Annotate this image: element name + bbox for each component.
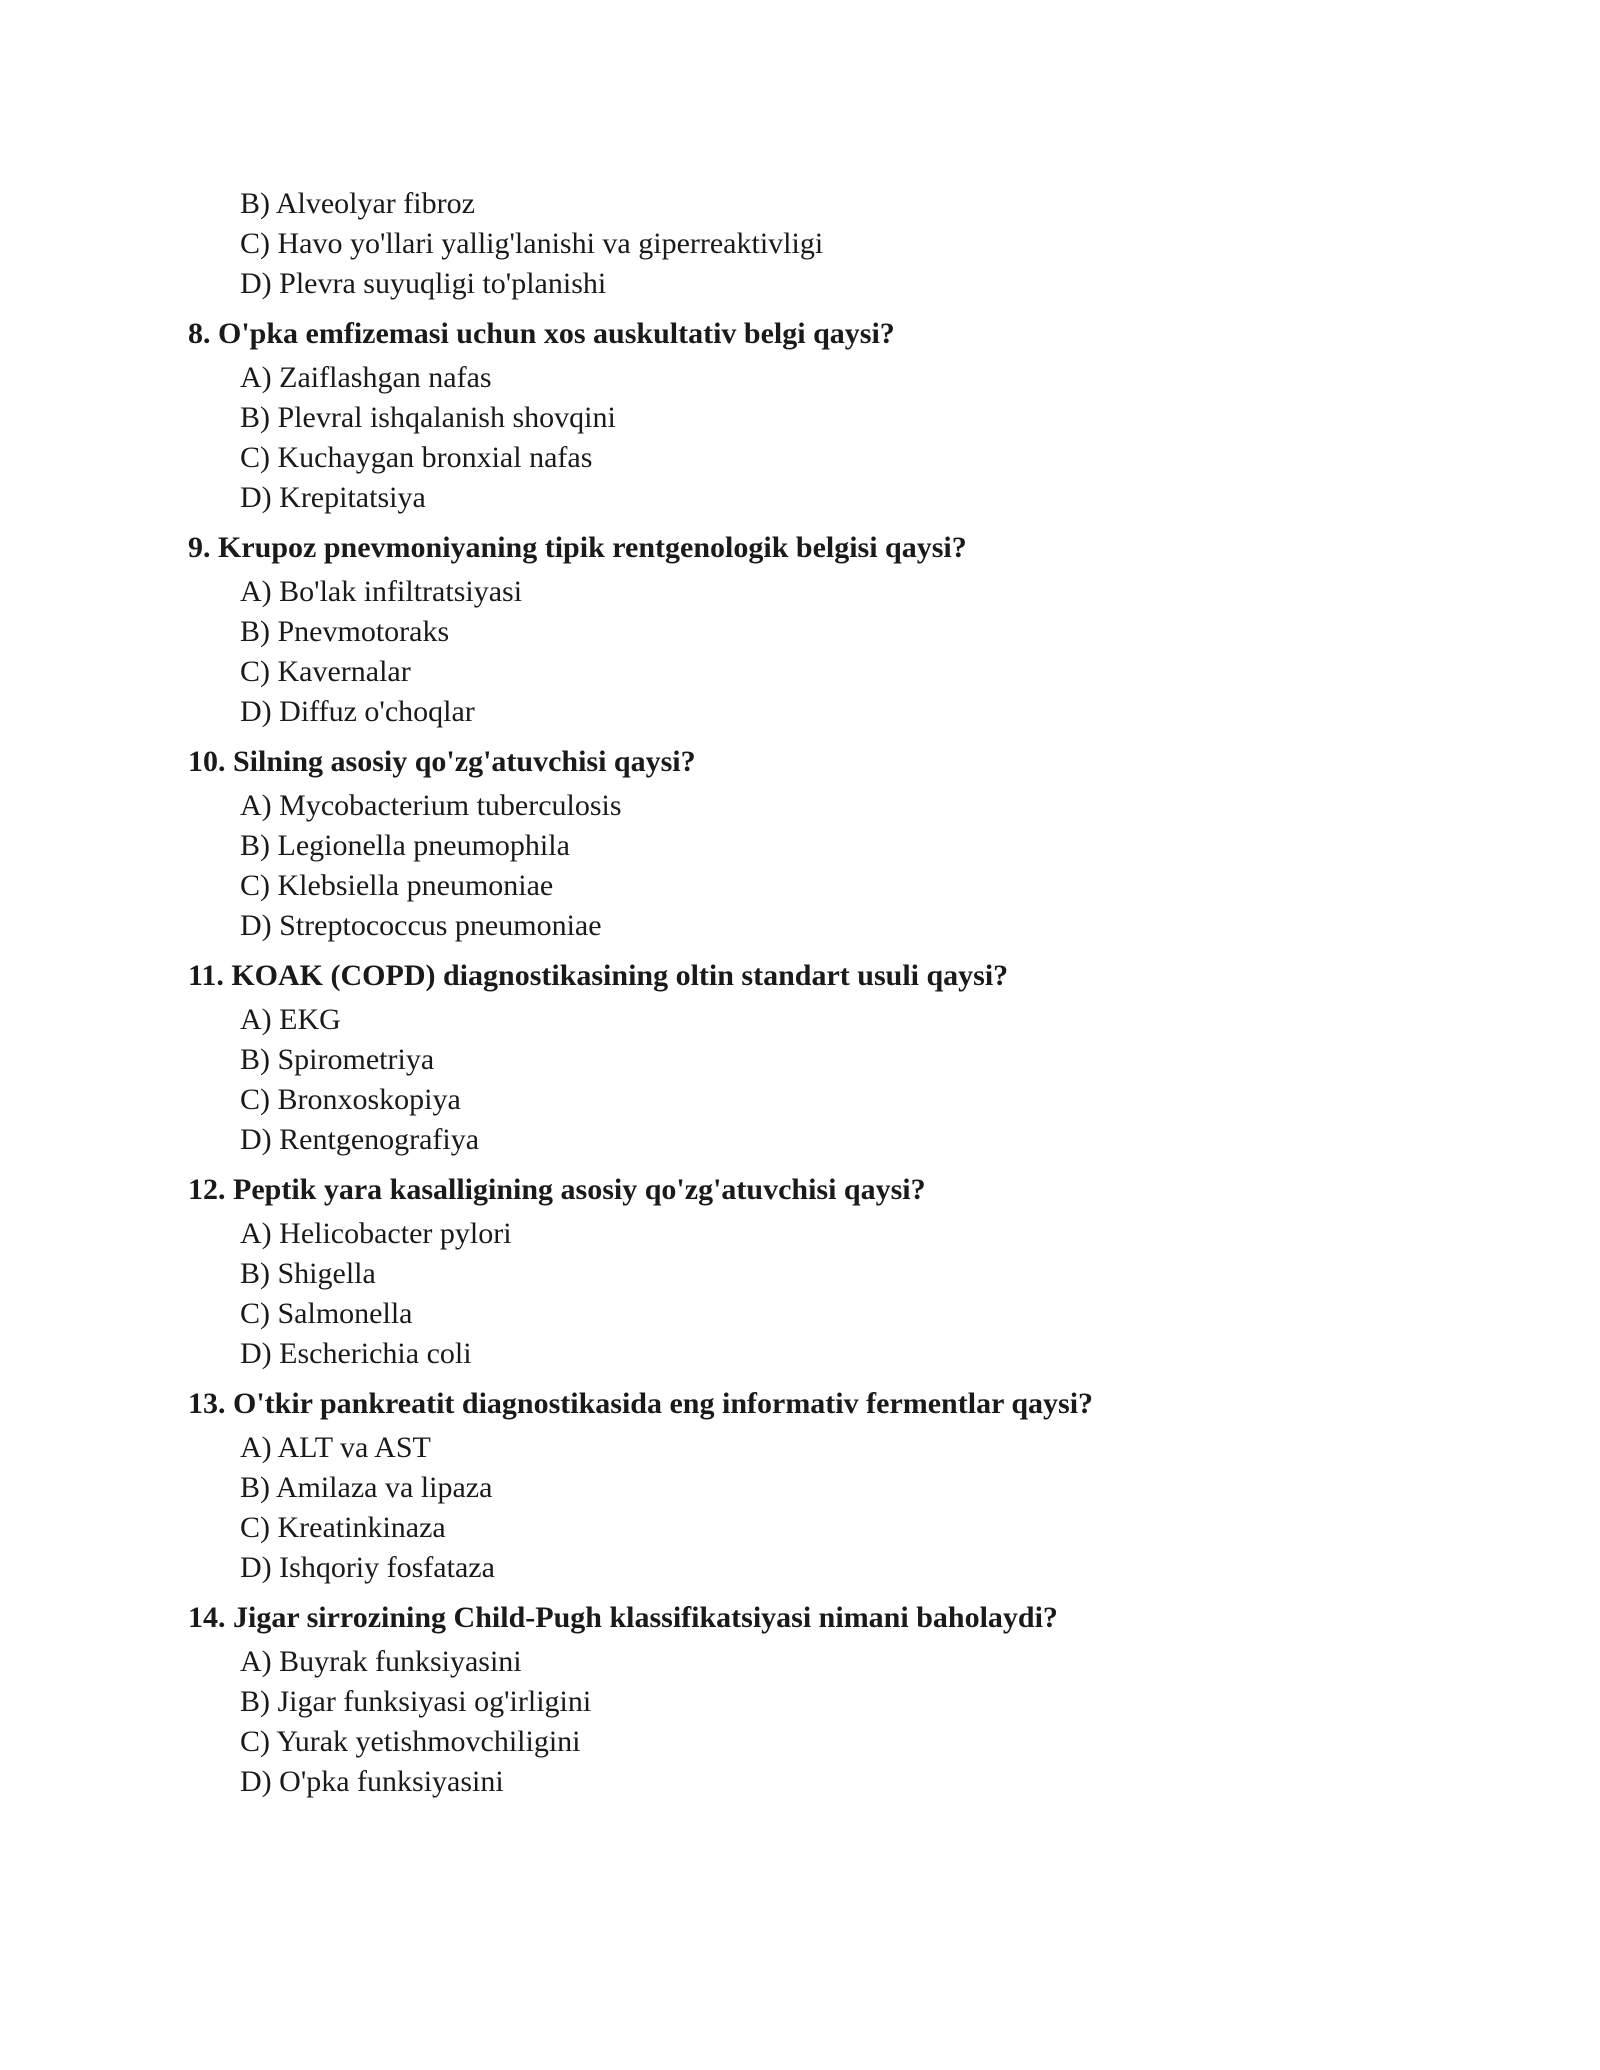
option-item: D) Escherichia coli [240,1337,472,1370]
option-item: C) Salmonella [240,1297,413,1330]
option-item: A) Mycobacterium tuberculosis [240,789,622,822]
option-item: C) Kreatinkinaza [240,1511,446,1544]
option-item: B) Plevral ishqalanish shovqini [240,401,616,434]
option-item: C) Kuchaygan bronxial nafas [240,441,593,474]
option-item: D) Rentgenografiya [240,1123,480,1156]
question-title: 13. O'tkir pankreatit diagnostikasida eng informativ fermentlar qaysi? [188,1387,1094,1420]
option-item: A) Buyrak funksiyasini [240,1645,522,1678]
question-9 [188,528,1488,732]
option-item: B) Jigar funksiyasi og'irligini [240,1685,592,1718]
question-12 [188,1170,1488,1374]
question-title: 14. Jigar sirrozining Child-Pugh klassifikatsiyasi nimani baholaydi? [188,1601,1058,1634]
option-item: C) Yurak yetishmovchiligini [240,1725,581,1758]
question-title: 10. Silning asosiy qo'zg'atuvchisi qaysi? [188,745,696,778]
option-item: A) Bo'lak infiltratsiyasi [240,575,523,608]
continued-options [188,184,1488,304]
option-item: B) Shigella [240,1257,376,1290]
option-item: B) Legionella pneumophila [240,829,570,862]
option-item: D) Ishqoriy fosfataza [240,1551,495,1584]
option-item: C) Havo yo'llari yallig'lanishi va giperreaktivligi [240,227,824,260]
option-item: D) Streptococcus pneumoniae [240,909,602,942]
question-title: 12. Peptik yara kasalligining asosiy qo'zg'atuvchisi qaysi? [188,1173,926,1206]
question-11 [188,956,1488,1160]
option-item: A) Zaiflashgan nafas [240,361,492,394]
option-item: B) Pnevmotoraks [240,615,450,648]
option-item: D) Diffuz o'choqlar [240,695,475,728]
option-item: D) O'pka funksiyasini [240,1765,504,1798]
option-item: A) EKG [240,1003,341,1036]
question-8 [188,314,1488,518]
option-item: B) Alveolyar fibroz [240,187,475,220]
option-item: A) ALT va AST [240,1431,431,1464]
question-10 [188,742,1488,946]
option-item: C) Bronxoskopiya [240,1083,461,1116]
question-title: 11. KOAK (COPD) diagnostikasining oltin standart usuli qaysi? [188,959,1009,992]
option-item: B) Spirometriya [240,1043,435,1076]
question-13 [188,1384,1488,1588]
option-item: C) Kavernalar [240,655,411,688]
option-item: C) Klebsiella pneumoniae [240,869,554,902]
option-item: D) Krepitatsiya [240,481,426,514]
option-item: B) Amilaza va lipaza [240,1471,493,1504]
question-14 [188,1598,1488,1802]
question-title: 8. O'pka emfizemasi uchun xos auskultativ belgi qaysi? [188,317,895,350]
quiz-content [188,184,1488,1802]
option-item: A) Helicobacter pylori [240,1217,512,1250]
question-title: 9. Krupoz pnevmoniyaning tipik rentgenologik belgisi qaysi? [188,531,967,564]
option-item: D) Plevra suyuqligi to'planishi [240,267,607,300]
